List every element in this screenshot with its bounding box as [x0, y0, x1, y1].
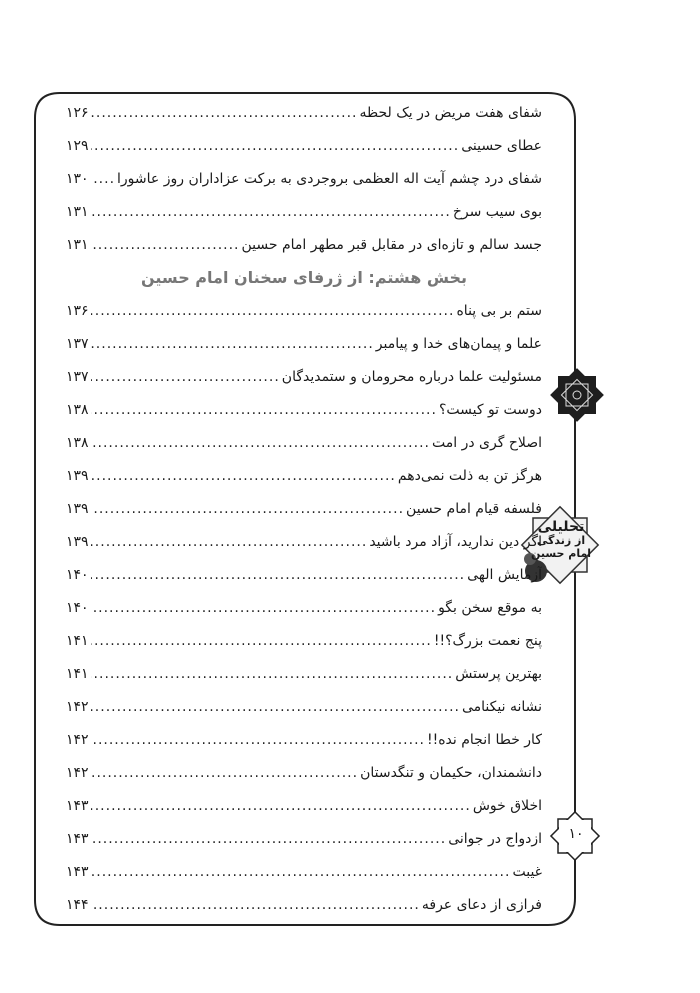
toc-entry[interactable] [66, 624, 542, 657]
toc-entry-page: ۱۳۷ [66, 368, 89, 385]
toc-entry[interactable] [66, 393, 542, 426]
toc-entry-page: ۱۳۶ [66, 302, 89, 319]
toc-entry-page: ۱۴۰ [66, 599, 89, 616]
toc-entry[interactable] [66, 195, 542, 228]
toc-entry[interactable] [66, 459, 542, 492]
toc-entry-title: علما و پیمان‌های خدا و پیامبر [375, 335, 542, 352]
toc-entry[interactable] [66, 690, 542, 723]
toc-entry-title: ستم بر بی پناه [456, 302, 542, 319]
dot-leader [91, 336, 374, 352]
toc-entry[interactable] [66, 360, 542, 393]
toc-entry-page: ۱۳۱ [66, 203, 89, 220]
toc-entry-page: ۱۴۱ [66, 632, 89, 649]
toc-entry-title: شفای هفت مریض در یک لحظه [359, 104, 542, 121]
toc-entry[interactable] [66, 525, 542, 558]
section-heading: بخش هشتم: از ژرفای سخنان امام حسین [140, 268, 468, 287]
toc-entry-title: اخلاق خوش [472, 797, 542, 814]
toc-entry-title: اصلاح گری در امت [432, 434, 542, 451]
toc-entry[interactable] [66, 591, 542, 624]
toc-entry-title: جسد سالم و تازه‌ای در مقابل قبر مطهر امام حسین [241, 236, 542, 253]
dot-leader [91, 600, 437, 616]
toc-entry-title: نشانه نیکنامی [461, 698, 542, 715]
dot-leader [91, 204, 451, 220]
toc-entry-page: ۱۴۴ [66, 896, 89, 913]
toc-entry-page: ۱۴۲ [66, 731, 89, 748]
toc-entry[interactable] [66, 855, 542, 888]
toc-entry-title: بهترین پرستش [455, 665, 542, 682]
toc-entry-page: ۱۴۲ [66, 764, 89, 781]
toc-entry-page: ۱۳۰ [66, 170, 89, 187]
dot-leader [91, 369, 280, 385]
dot-leader [91, 105, 358, 121]
book-label-line: تحلیلی [537, 519, 585, 535]
page-number: ۱۰ [568, 826, 584, 842]
toc-entry-title: بوی سیب سرخ [452, 203, 542, 220]
toc-entry[interactable] [66, 723, 542, 756]
dot-leader [91, 402, 437, 418]
toc-entry[interactable] [66, 756, 542, 789]
dot-leader [91, 765, 359, 781]
table-of-contents [66, 96, 542, 921]
toc-entry-page: ۱۴۲ [66, 698, 89, 715]
toc-entry-page: ۱۳۱ [66, 236, 89, 253]
book-label-line: از زندگی [536, 534, 586, 547]
dot-leader [91, 303, 455, 319]
toc-entry-title: مسئولیت علما درباره محرومان و ستمدیدگان [281, 368, 542, 385]
toc-entry-title: شفای درد چشم آیت اله العظمی بروجردی به برکت عزاداران روز عاشورا [117, 170, 542, 187]
toc-entry-page: ۱۴۱ [66, 665, 89, 682]
dot-leader [91, 171, 115, 187]
toc-entry-title: هرگز تن به ذلت نمی‌دهم [397, 467, 542, 484]
toc-entry-title: فلسفه قیام امام حسین [406, 500, 542, 517]
toc-entry[interactable] [66, 558, 542, 591]
ornament-star-icon [549, 367, 605, 423]
dot-leader [91, 798, 471, 814]
toc-entry-title: اگر دین ندارید، آزاد مرد باشید [369, 533, 542, 550]
toc-entry-page: ۱۳۸ [66, 401, 89, 418]
toc-entry-title: به موقع سخن بگو [438, 599, 542, 616]
toc-entry[interactable] [66, 657, 542, 690]
toc-entry[interactable] [66, 789, 542, 822]
dot-leader [91, 732, 425, 748]
toc-entry-title: ازدواج در جوانی [448, 830, 542, 847]
toc-entry-page: ۱۳۷ [66, 335, 89, 352]
toc-entry-title: غیبت [512, 863, 542, 880]
toc-entry-page: ۱۴۳ [66, 863, 89, 880]
toc-entry-page: ۱۳۹ [66, 533, 89, 550]
dot-leader [91, 435, 430, 451]
toc-entry-title: دوست تو کیست؟ [438, 401, 542, 418]
dot-leader [91, 501, 404, 517]
toc-entry-page: ۱۳۹ [66, 500, 89, 517]
toc-entry-page: ۱۲۹ [66, 137, 89, 154]
dot-leader [91, 237, 240, 253]
toc-entry[interactable] [66, 96, 542, 129]
dot-leader [91, 699, 460, 715]
toc-entry-title: عطای حسینی [461, 137, 542, 154]
toc-entry-page: ۱۴۳ [66, 830, 89, 847]
toc-entry-page: ۱۳۹ [66, 467, 89, 484]
toc-entry-page: ۱۴۰ [66, 566, 89, 583]
dot-leader [91, 468, 396, 484]
toc-entry[interactable] [66, 492, 542, 525]
dot-leader [91, 138, 460, 154]
dot-leader [91, 534, 368, 550]
dot-leader [91, 567, 466, 583]
dot-leader [91, 864, 511, 880]
toc-entry[interactable] [66, 327, 542, 360]
toc-entry-page: ۱۲۶ [66, 104, 89, 121]
toc-entry-title: آزمایش الهی [467, 566, 542, 583]
toc-entry-title: دانشمندان، حکیمان و تنگدستان [360, 764, 542, 781]
toc-entry-page: ۱۴۳ [66, 797, 89, 814]
toc-entry-title: پنج نعمت بزرگ؟!! [433, 632, 542, 649]
toc-entry[interactable] [66, 426, 542, 459]
dot-leader [91, 831, 447, 847]
toc-entry[interactable] [66, 129, 542, 162]
toc-entry-title: کار خطا انجام نده!! [426, 731, 542, 748]
dot-leader [91, 666, 454, 682]
toc-entry[interactable] [66, 294, 542, 327]
toc-entry[interactable] [66, 162, 542, 195]
toc-entry[interactable] [66, 822, 542, 855]
toc-entry-page: ۱۳۸ [66, 434, 89, 451]
toc-entry-title: فرازی از دعای عرفه [421, 896, 542, 913]
dot-leader [91, 897, 420, 913]
book-label-line: امام حسین [530, 547, 592, 560]
toc-entry[interactable] [66, 228, 542, 261]
dot-leader [91, 633, 432, 649]
toc-entry[interactable] [66, 888, 542, 921]
